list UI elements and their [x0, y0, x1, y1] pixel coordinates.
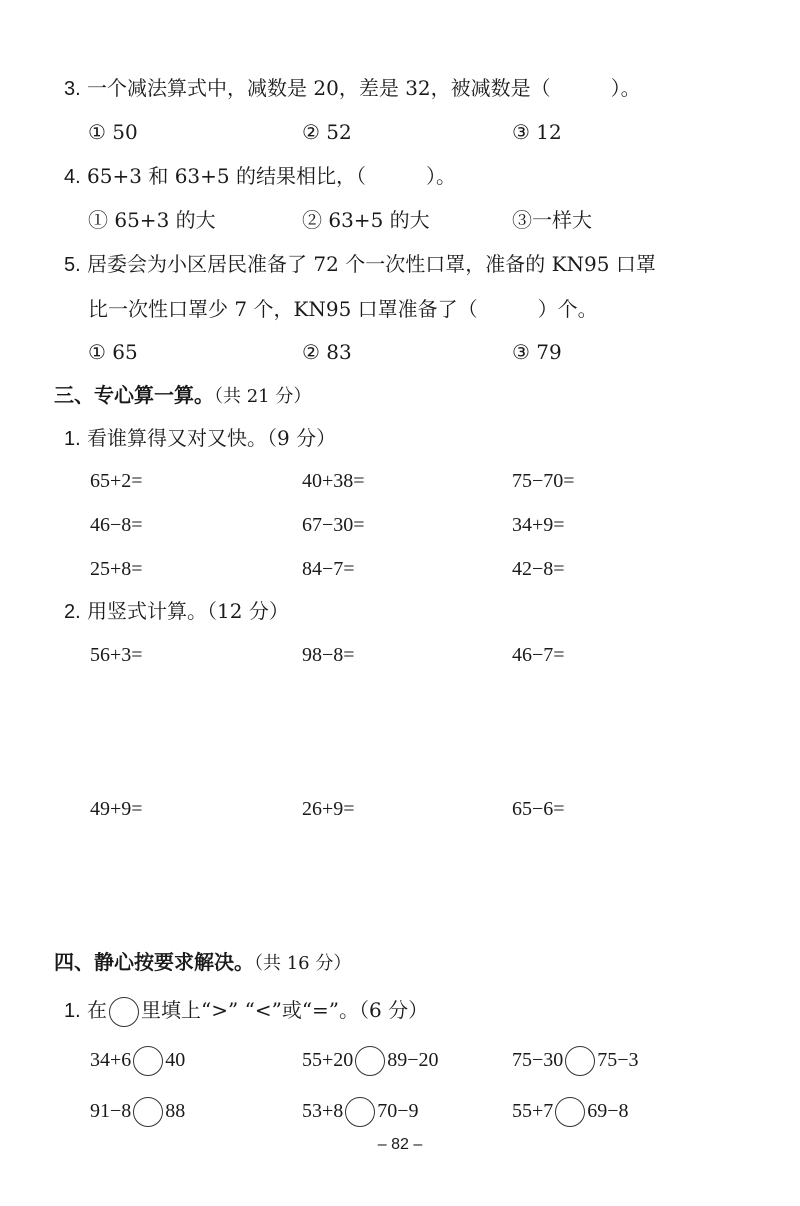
compare-right: 40 — [165, 1049, 186, 1071]
option-1[interactable]: ① 65 — [88, 340, 138, 364]
question-text: 在 — [87, 998, 108, 1022]
compare-left: 91−8 — [90, 1100, 132, 1122]
calc-item: 46−8= — [90, 514, 143, 536]
option-2[interactable]: ② 63+5 的大 — [302, 208, 430, 232]
compare-item — [302, 1097, 419, 1127]
calc-item: 25+8= — [90, 558, 143, 580]
compare-item — [90, 1046, 185, 1076]
calc-item: 42−8= — [512, 558, 565, 580]
compare-left: 55+7 — [512, 1100, 554, 1122]
compare-left: 55+20 — [302, 1049, 354, 1071]
question-5-line-2 — [88, 295, 598, 323]
question-text-end: 里填上“>” “<”或“=”。（6 分） — [141, 998, 429, 1022]
question-text: 用竖式计算。（12 分） — [87, 599, 289, 623]
section-4-sub-1 — [64, 996, 428, 1027]
question-number: 1. — [64, 428, 81, 450]
question-number: 2. — [64, 601, 81, 623]
vertical-calc-item: 65−6= — [512, 798, 565, 820]
section-title: 三、专心算一算。 — [54, 383, 214, 407]
question-text-end: ）个。 — [537, 297, 598, 321]
option-2[interactable]: ② 83 — [302, 340, 352, 364]
compare-item — [512, 1097, 629, 1127]
option-1[interactable]: ① 50 — [88, 120, 138, 144]
compare-right: 69−8 — [587, 1100, 629, 1122]
compare-circle[interactable] — [133, 1046, 163, 1076]
compare-right: 89−20 — [387, 1049, 439, 1071]
page-number: – 82 – — [377, 1136, 423, 1153]
option-2[interactable]: ② 52 — [302, 120, 352, 144]
question-text: 一个减法算式中，减数是 20，差是 32，被减数是（ — [87, 76, 551, 100]
compare-right: 75−3 — [597, 1049, 639, 1071]
question-text: 看谁算得又对又快。（9 分） — [87, 426, 337, 450]
question-text: 比一次性口罩少 7 个，KN95 口罩准备了（ — [88, 297, 478, 321]
section-title: 四、静心按要求解决。 — [54, 950, 254, 974]
calc-item: 40+38= — [302, 470, 365, 492]
calc-item: 67−30= — [302, 514, 365, 536]
question-number: 1. — [64, 1000, 81, 1022]
compare-left: 34+6 — [90, 1049, 132, 1071]
compare-circle[interactable] — [345, 1097, 375, 1127]
compare-item — [512, 1046, 639, 1076]
section-points: （共 21 分） — [214, 386, 312, 407]
compare-circle[interactable] — [565, 1046, 595, 1076]
compare-left: 53+8 — [302, 1100, 344, 1122]
compare-circle[interactable] — [355, 1046, 385, 1076]
question-text: 居委会为小区居民准备了 72 个一次性口罩，准备的 KN95 口罩 — [87, 252, 656, 276]
option-3[interactable]: ③ 12 — [512, 120, 562, 144]
compare-right: 88 — [165, 1100, 186, 1122]
calc-item: 34+9= — [512, 514, 565, 536]
question-3 — [64, 74, 641, 103]
calc-item: 75−70= — [512, 470, 575, 492]
section-4-heading — [54, 948, 351, 978]
calc-item: 65+2= — [90, 470, 143, 492]
question-number: 5. — [64, 254, 81, 276]
option-3[interactable]: ③一样大 — [512, 208, 592, 232]
section-3-sub-2 — [64, 597, 289, 626]
compare-right: 70−9 — [377, 1100, 419, 1122]
section-points: （共 16 分） — [254, 953, 352, 974]
section-3-heading — [54, 381, 311, 411]
question-text: 65+3 和 63+5 的结果相比，（ — [87, 164, 366, 188]
question-4 — [64, 162, 456, 191]
section-3-sub-1 — [64, 424, 336, 453]
question-number: 4. — [64, 166, 81, 188]
calc-item: 84−7= — [302, 558, 355, 580]
compare-circle[interactable] — [555, 1097, 585, 1127]
vertical-calc-item: 46−7= — [512, 644, 565, 666]
question-text-end: ）。 — [610, 76, 641, 100]
vertical-calc-item: 26+9= — [302, 798, 355, 820]
compare-item — [302, 1046, 439, 1076]
compare-left: 75−30 — [512, 1049, 564, 1071]
option-3[interactable]: ③ 79 — [512, 340, 562, 364]
vertical-calc-item: 98−8= — [302, 644, 355, 666]
compare-item — [90, 1097, 185, 1127]
vertical-calc-item: 49+9= — [90, 798, 143, 820]
vertical-calc-item: 56+3= — [90, 644, 143, 666]
question-text-end: ）。 — [425, 164, 456, 188]
answer-circle-icon — [109, 997, 139, 1027]
compare-circle[interactable] — [133, 1097, 163, 1127]
option-1[interactable]: ① 65+3 的大 — [88, 208, 216, 232]
question-number: 3. — [64, 78, 81, 100]
question-5 — [64, 250, 656, 279]
